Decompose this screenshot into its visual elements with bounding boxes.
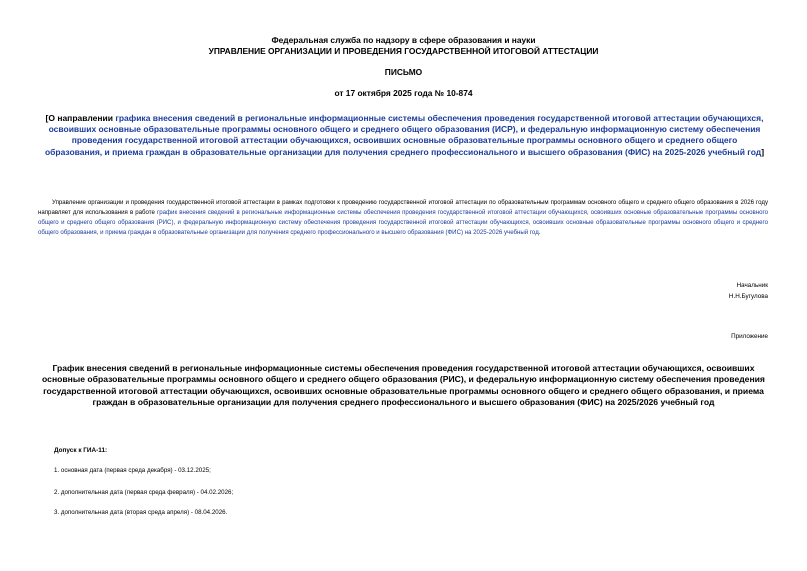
subject-close: ] — [761, 146, 765, 157]
list-item: 2. дополнительная дата (первая среда февраля) - 04.02.2026; — [54, 489, 234, 496]
subject-link[interactable]: графика внесения сведений в региональные информационные системы обеспечения проведения государственной итоговой аттестации обучающихся, освоивших основные образовательные программы основного общего и среднего общего образования (ИСР), и федеральную информационную систему обеспечения проведения государственной итоговой аттестации обучающихся, освоивших основные образовательные программы основного общего и среднего общего образования, и приема граждан в образовательные организации для получения среднего профессионального и высшего образования (ФИС) на 2025-2026 учебный год — [44, 113, 764, 157]
admission-heading: Допуск к ГИА-11: — [54, 447, 108, 454]
document-type: ПИСЬМО — [384, 67, 423, 77]
signatory-name: Н.Н.Бугулова — [728, 293, 768, 300]
list-item: 1. основная дата (первая среда декабря) - 03.12.2025; — [54, 467, 211, 474]
subject-open: [О направлении — [45, 113, 116, 123]
issuing-agency: Федеральная служба по надзору в сфере образования и науки — [271, 35, 536, 45]
issuing-department: УПРАВЛЕНИЕ ОРГАНИЗАЦИИ И ПРОВЕДЕНИЯ ГОСУДАРСТВЕННОЙ ИТОГОВОЙ АТТЕСТАЦИИ — [208, 46, 599, 56]
body-link[interactable]: график внесения сведений в региональные информационные системы обеспечения проведения государственной итоговой аттестации обучающихся, освоивших основные образовательные программы основного общего и среднего общего образования (РИС), и федеральную информационную систему обеспечения проведения государственной итоговой аттестации обучающихся, освоивших основные образовательные программы основного общего и среднего общего образования, и приема граждан в образовательные организации для получения среднего профессионального и высшего образования (ФИС) на 2025-2026 учебный год — [38, 208, 768, 236]
signatory-position: Начальник — [736, 282, 768, 289]
appendix-label: Приложение — [731, 333, 768, 340]
body-lead: Управление организации и проведения государственной итоговой аттестации в рамках подготовки к проведению государственной итоговой аттестации по образовательным программам основного общего и среднего общего образования в 2026 году направляет для использования в работе — [38, 199, 768, 216]
appendix-title: График внесения сведений в региональные информационные системы обеспечения проведения государственной итоговой аттестации обучающихся, освоивших основные образовательные программы основного общего и среднего общего образования (РИС), и федеральную информационную систему обеспечения проведения государственной итоговой аттестации обучающихся, освоивших основные образовательные программы основного общего и среднего общего образования, и приема граждан в образовательные организации для получения среднего профессионального и высшего образования (ФИС) на 2025/2026 учебный год — [42, 363, 765, 407]
document-subject — [42, 113, 767, 158]
letter-body — [38, 198, 768, 238]
body-end: . — [538, 228, 541, 236]
document-date: от 17 октября 2025 года № 10-874 — [334, 88, 473, 98]
list-item: 3. дополнительная дата (вторая среда апреля) - 08.04.2026. — [54, 509, 228, 516]
